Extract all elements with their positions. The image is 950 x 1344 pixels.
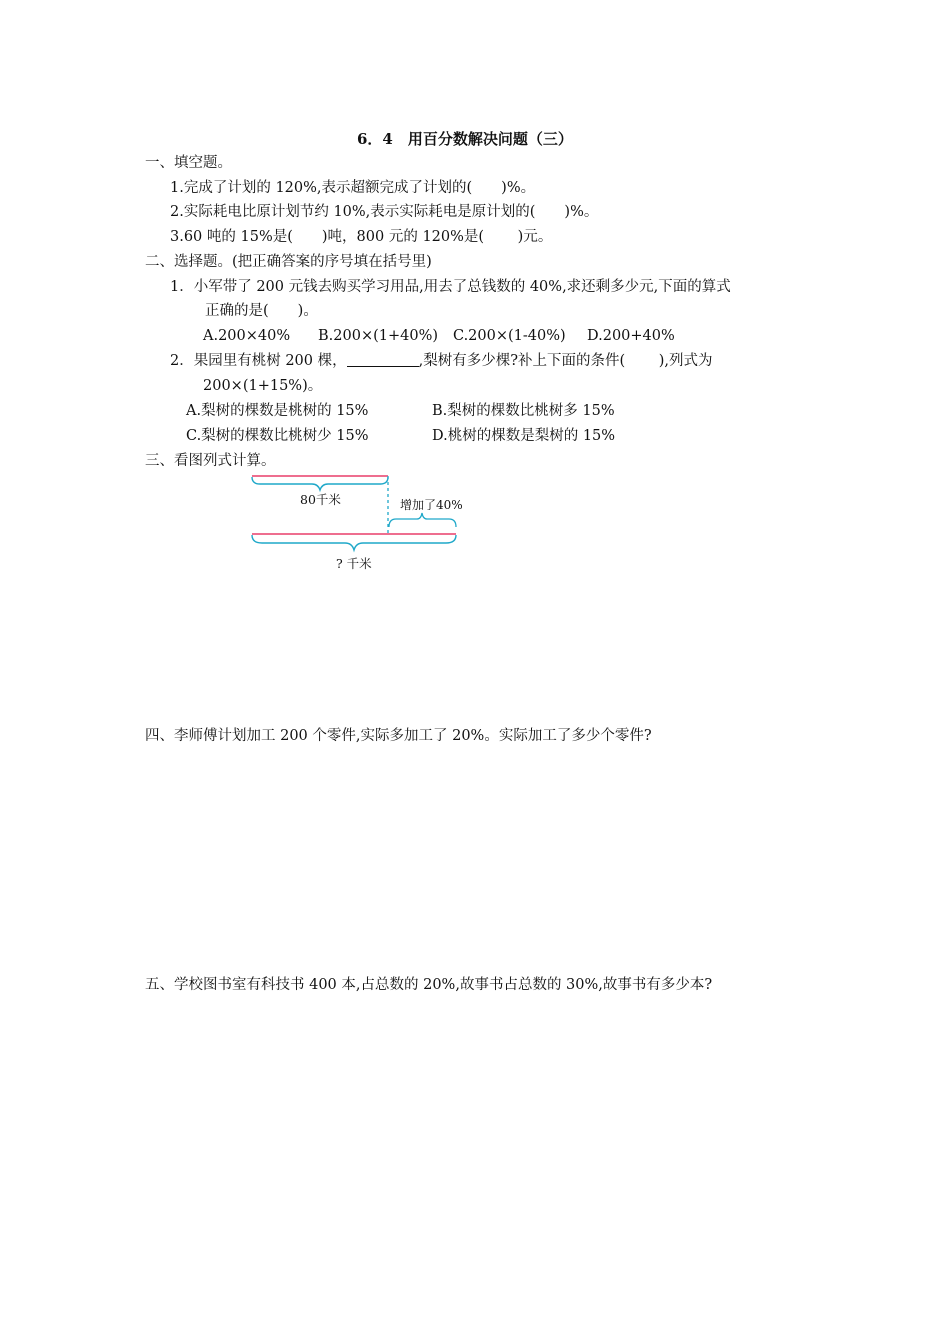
section4-question: 四、李师傅计划加工 200 个零件,实际多加工了 20%。实际加工了多少个零件? xyxy=(145,728,652,744)
q2-option-c: C.梨树的棵数比桃树少 15% xyxy=(186,428,369,444)
q1-option-c: C.200×(1-40%) xyxy=(453,328,566,344)
line-segment-diagram xyxy=(0,0,950,600)
q2-option-d: D.桃树的棵数是梨树的 15% xyxy=(432,428,616,444)
q2-option-b: B.梨树的棵数比桃树多 15% xyxy=(432,403,615,419)
q1-option-a: A.200×40% xyxy=(203,328,291,344)
q2-option-a: A.梨树的棵数是桃树的 15% xyxy=(186,403,369,419)
section2-question-2-line2: 200×(1+15%)。 xyxy=(203,378,323,394)
top-label: 80千米 xyxy=(300,492,341,507)
page-title: 6．4 用百分数解决问题（三） xyxy=(357,130,573,148)
q1-option-b: B.200×(1+40%) xyxy=(318,328,439,344)
section5-question: 五、学校图书室有科技书 400 本,占总数的 20%,故事书占总数的 30%,故事书有多少本? xyxy=(145,977,713,993)
q2-text-part1: 2．果园里有桃树 200 棵， xyxy=(170,353,347,369)
q1-option-d: D.200+40% xyxy=(587,328,675,344)
section1-heading: 一、填空题。 xyxy=(145,155,232,171)
section1-question-2: 2.实际耗电比原计划节约 10%,表示实际耗电是原计划的( )%。 xyxy=(170,204,599,220)
section1-question-3: 3.60 吨的 15%是( )吨，800 元的 120%是( )元。 xyxy=(170,229,553,245)
bottom-brace xyxy=(252,535,456,550)
increase-label: 增加了40% xyxy=(400,498,463,512)
section2-heading: 二、选择题。(把正确答案的序号填在括号里) xyxy=(145,254,432,270)
increase-brace xyxy=(389,513,456,527)
bottom-label: ? 千米 xyxy=(336,556,372,571)
section1-question-1: 1.完成了计划的 120%,表示超额完成了计划的( )%。 xyxy=(170,180,536,196)
section3-heading: 三、看图列式计算。 xyxy=(145,453,276,469)
top-brace xyxy=(252,477,388,490)
section2-question-1-line2: 正确的是( )。 xyxy=(205,303,318,319)
q2-text-part2: ,梨树有多少棵?补上下面的条件( ),列式为 xyxy=(418,353,713,369)
section2-question-1-line1: 1．小军带了 200 元钱去购买学习用品,用去了总钱数的 40%,求还剩多少元,下面的算式 xyxy=(170,279,731,295)
